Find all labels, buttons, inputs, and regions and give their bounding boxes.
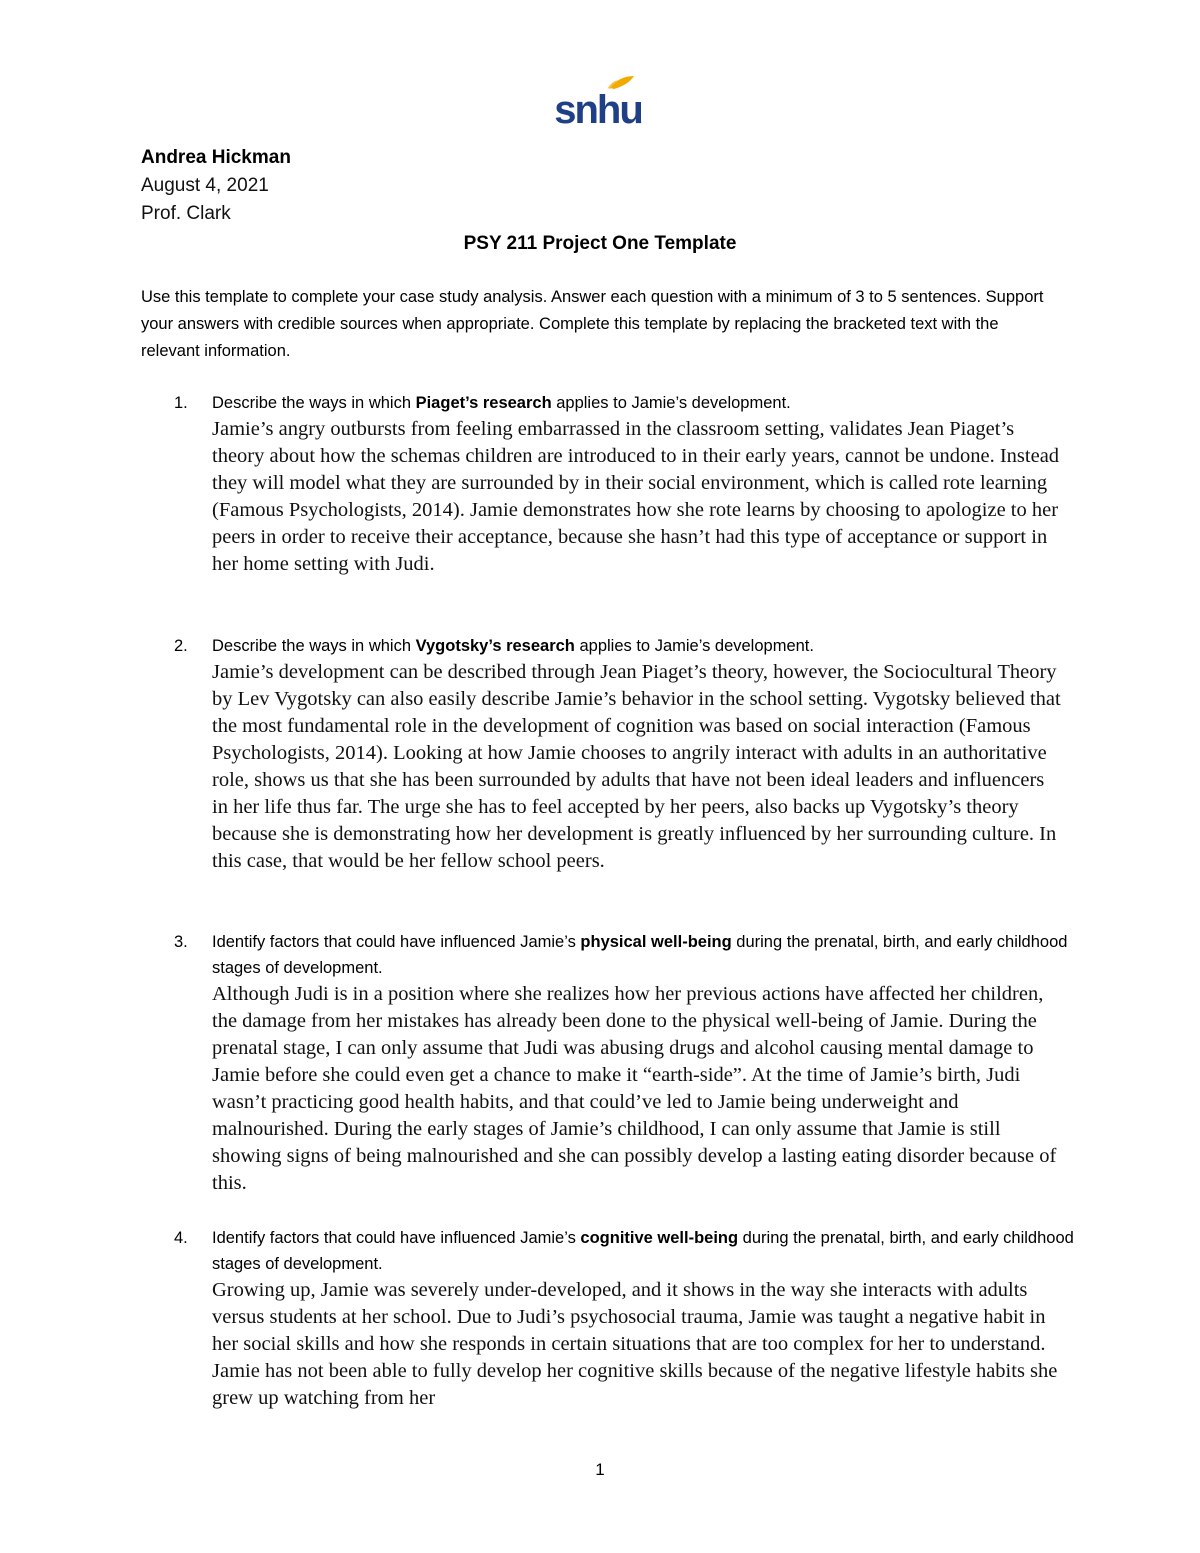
prompt-emphasis: cognitive well-being bbox=[580, 1229, 739, 1247]
answer-text: Growing up, Jamie was severely under-developed, and it shows in the way she interacts with adults versus students at her school. Due to Judi’s psychosocial trauma, Jamie was taught a negative habit in her social skills and how she responds in certain situations that are too complex for her to understand. Jamie has not been able to fully develop her cognitive skills because of the negative lifestyle habits she grew up watching from her bbox=[212, 1279, 1058, 1409]
question-item bbox=[174, 633, 1074, 875]
question-item bbox=[174, 390, 1074, 578]
answer-text: Jamie’s angry outbursts from feeling embarrassed in the classroom setting, validates Jean Piaget’s theory about how the schemas children are introduced to in their early years, cannot be undone. Instead they will model what they are surrounded by in their social environment, which is called rote learning (Famous Psychologists, 2014). Jamie demonstrates how she rote learns by choosing to apologize to her peers in order to receive their acceptance, because she hasn’t had this type of acceptance or support in her home setting with Judi. bbox=[212, 418, 1060, 575]
question-prompt bbox=[212, 929, 1074, 981]
question-number: 2. bbox=[174, 637, 188, 655]
question-prompt bbox=[212, 1225, 1074, 1277]
prompt-emphasis: Piaget’s research bbox=[415, 394, 552, 412]
question-item bbox=[174, 1225, 1074, 1412]
prompt-text: Identify factors that could have influenced Jamie’s bbox=[212, 933, 581, 951]
prompt-text: applies to Jamie’s development. bbox=[551, 394, 791, 412]
instructions-paragraph: Use this template to complete your case study analysis. Answer each question with a minimum of 3 to 5 sentences. Support your answers with credible sources when appropriate. Complete this template by replacing the bracketed text with the relevant information. bbox=[141, 288, 1044, 360]
prompt-text: applies to Jamie’s development. bbox=[574, 637, 814, 655]
question-number: 4. bbox=[174, 1229, 188, 1247]
answer-text: Although Judi is in a position where she realizes how her previous actions have affected her children, the damage from her mistakes has already been done to the physical well-being of Jamie. During the prenatal stage, I can only assume that Judi was abusing drugs and alcohol causing mental damage to Jamie before she could even get a chance to make it “earth-side”. At the time of Jamie’s birth, Judi wasn’t practicing good health habits, and that could’ve led to Jamie being underweight and malnourished. During the early stages of Jamie’s childhood, I can only assume that Jamie is still showing signs of being malnourished and she can possibly develop a lasting eating disorder because of this. bbox=[212, 983, 1057, 1194]
prompt-text: during the prenatal, birth, and early childhood stages of development. bbox=[212, 1229, 1074, 1273]
document-date: August 4, 2021 bbox=[141, 175, 269, 196]
question-number: 3. bbox=[174, 933, 188, 951]
document-header bbox=[141, 144, 291, 228]
page-number: 1 bbox=[595, 1460, 605, 1479]
question-prompt bbox=[212, 390, 1074, 416]
prompt-emphasis: physical well-being bbox=[580, 933, 732, 951]
author-name: Andrea Hickman bbox=[141, 147, 291, 168]
question-item bbox=[174, 929, 1074, 1197]
question-prompt bbox=[212, 633, 1074, 659]
answer-text: Jamie’s development can be described through Jean Piaget’s theory, however, the Sociocultural Theory by Lev Vygotsky can also easily describe Jamie’s behavior in the school setting. Vygotsky believed that the most fundamental role in the development of cognition was based on social interaction (Famous Psychologists, 2014). Looking at how Jamie chooses to angrily interact with adults in an authoritative role, shows us that she has been surrounded by adults that have not been ideal leaders and influencers in her life thus far. The urge she has to feel accepted by her peers, also backs up Vygotsky’s theory because she is demonstrating how her development is greatly influenced by her surrounding culture. In this case, that would be her fellow school peers. bbox=[212, 661, 1061, 872]
snhu-logo bbox=[552, 74, 644, 136]
logo-text: snhu bbox=[554, 88, 642, 132]
prompt-text: Identify factors that could have influenced Jamie’s bbox=[212, 1229, 581, 1247]
question-number: 1. bbox=[174, 394, 188, 412]
professor-name: Prof. Clark bbox=[141, 203, 231, 224]
prompt-text: Describe the ways in which bbox=[212, 394, 416, 412]
prompt-text: Describe the ways in which bbox=[212, 637, 416, 655]
prompt-text: during the prenatal, birth, and early childhood stages of development. bbox=[212, 933, 1068, 977]
document-title: PSY 211 Project One Template bbox=[463, 233, 737, 254]
prompt-emphasis: Vygotsky’s research bbox=[415, 637, 575, 655]
